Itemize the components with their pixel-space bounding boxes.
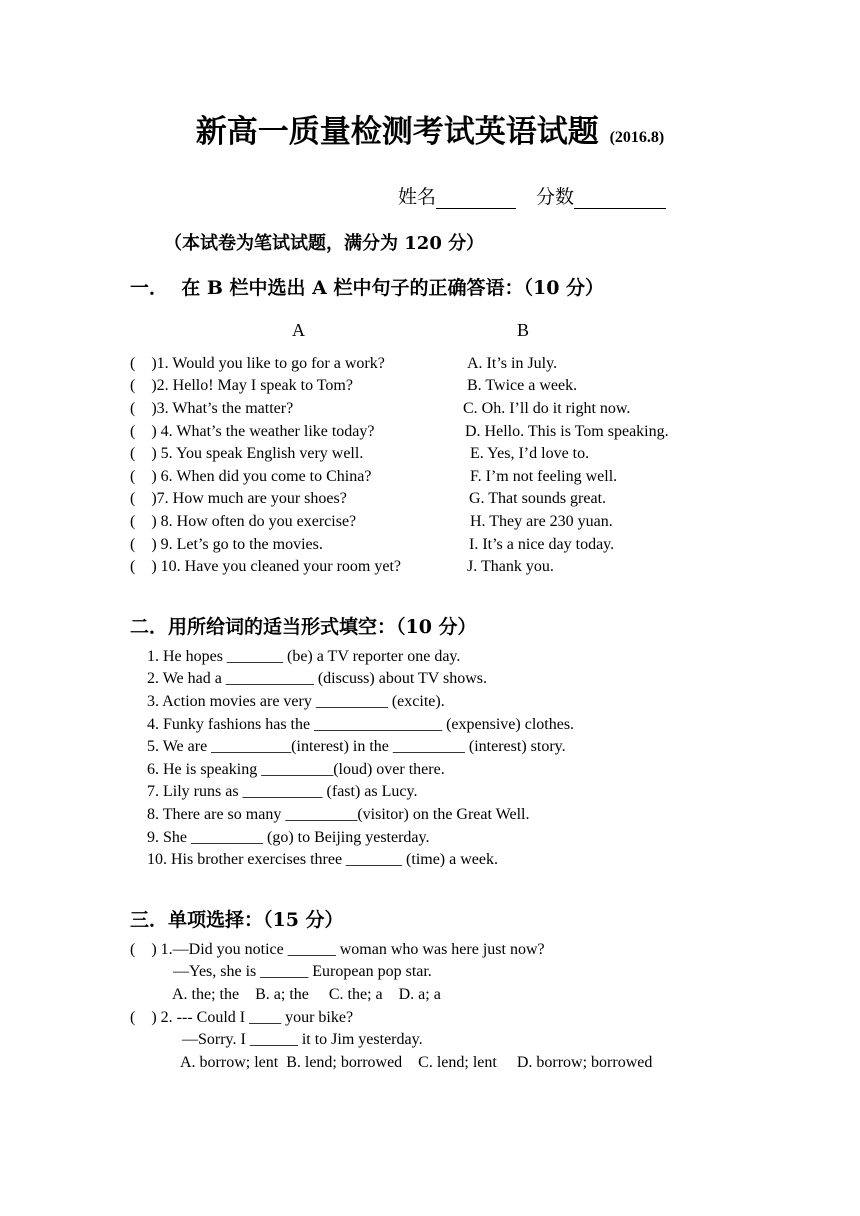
name-label: 姓名 bbox=[398, 186, 437, 208]
section2-heading: 二．用所给词的适当形式填空：（10 分） bbox=[130, 616, 477, 638]
match-question: ( )3. What’s the matter? bbox=[130, 400, 294, 417]
match-answer: D. Hello. This is Tom speaking. bbox=[465, 423, 669, 440]
match-question: ( ) 6. When did you come to China? bbox=[130, 468, 372, 485]
exam-date: (2016.8) bbox=[609, 129, 665, 146]
mc-question-1-stem: ( ) 1.—Did you notice ______ woman who was here just now? bbox=[130, 941, 545, 958]
mc-question-2-stem: ( ) 2. --- Could I ____ your bike? bbox=[130, 1009, 354, 1026]
mc-question-1-response: —Yes, she is ______ European pop star. bbox=[173, 963, 432, 980]
fill-item: 7. Lily runs as __________ (fast) as Lucy. bbox=[147, 783, 418, 800]
match-answer: I. It’s a nice day today. bbox=[469, 536, 615, 553]
match-answer: A. It’s in July. bbox=[467, 355, 558, 372]
mc-question-1-options: A. the; the B. a; the C. the; a D. a; a bbox=[172, 986, 441, 1003]
exam-title-text: 新高一质量检测考试英语试题 bbox=[195, 114, 599, 150]
fill-item: 10. His brother exercises three _______ (time) a week. bbox=[147, 851, 498, 868]
match-answer: G. That sounds great. bbox=[469, 490, 607, 507]
match-question: ( )1. Would you like to go for a work? bbox=[130, 355, 385, 372]
match-answer: J. Thank you. bbox=[467, 558, 554, 575]
mc-question-2-options: A. borrow; lent B. lend; borrowed C. lend; lent D. borrow; borrowed bbox=[180, 1054, 653, 1071]
mc-question-2-response: —Sorry. I ______ it to Jim yesterday. bbox=[182, 1031, 423, 1048]
match-question: ( ) 9. Let’s go to the movies. bbox=[130, 536, 323, 553]
match-answer: C. Oh. I’ll do it right now. bbox=[463, 400, 631, 417]
score-blank[interactable] bbox=[574, 186, 666, 209]
fill-item: 5. We are __________(interest) in the _________ (interest) story. bbox=[147, 738, 566, 755]
exam-title bbox=[0, 106, 860, 151]
name-score-bar bbox=[398, 182, 666, 209]
match-question: ( )2. Hello! May I speak to Tom? bbox=[130, 377, 353, 394]
match-answer: F. I’m not feeling well. bbox=[470, 468, 618, 485]
match-question: ( ) 8. How often do you exercise? bbox=[130, 513, 357, 530]
section1-heading: 一． 在 B 栏中选出 A 栏中句子的正确答语：（10 分） bbox=[130, 277, 605, 299]
fill-item: 6. He is speaking _________(loud) over there. bbox=[147, 761, 445, 778]
column-b-header: B bbox=[517, 320, 530, 340]
match-question: ( ) 4. What’s the weather like today? bbox=[130, 423, 375, 440]
fill-item: 1. He hopes _______ (be) a TV reporter one day. bbox=[147, 648, 461, 665]
column-a-header: A bbox=[292, 320, 305, 340]
section3-heading: 三．单项选择：（15 分） bbox=[130, 909, 344, 931]
exam-note: （本试卷为笔试试题，满分为 120 分） bbox=[164, 233, 485, 254]
fill-item: 8. There are so many _________(visitor) on the Great Well. bbox=[147, 806, 530, 823]
fill-item: 3. Action movies are very _________ (excite). bbox=[147, 693, 445, 710]
match-answer: B. Twice a week. bbox=[467, 377, 578, 394]
fill-item: 9. She _________ (go) to Beijing yesterday. bbox=[147, 829, 430, 846]
fill-item: 2. We had a ___________ (discuss) about TV shows. bbox=[147, 670, 488, 687]
match-question: ( ) 10. Have you cleaned your room yet? bbox=[130, 558, 402, 575]
name-blank[interactable] bbox=[436, 186, 516, 209]
score-label: 分数 bbox=[536, 186, 575, 208]
match-answer: H. They are 230 yuan. bbox=[470, 513, 613, 530]
match-answer: E. Yes, I’d love to. bbox=[470, 445, 590, 462]
match-question: ( )7. How much are your shoes? bbox=[130, 490, 347, 507]
fill-item: 4. Funky fashions has the ________________ (expensive) clothes. bbox=[147, 716, 575, 733]
match-question: ( ) 5. You speak English very well. bbox=[130, 445, 364, 462]
